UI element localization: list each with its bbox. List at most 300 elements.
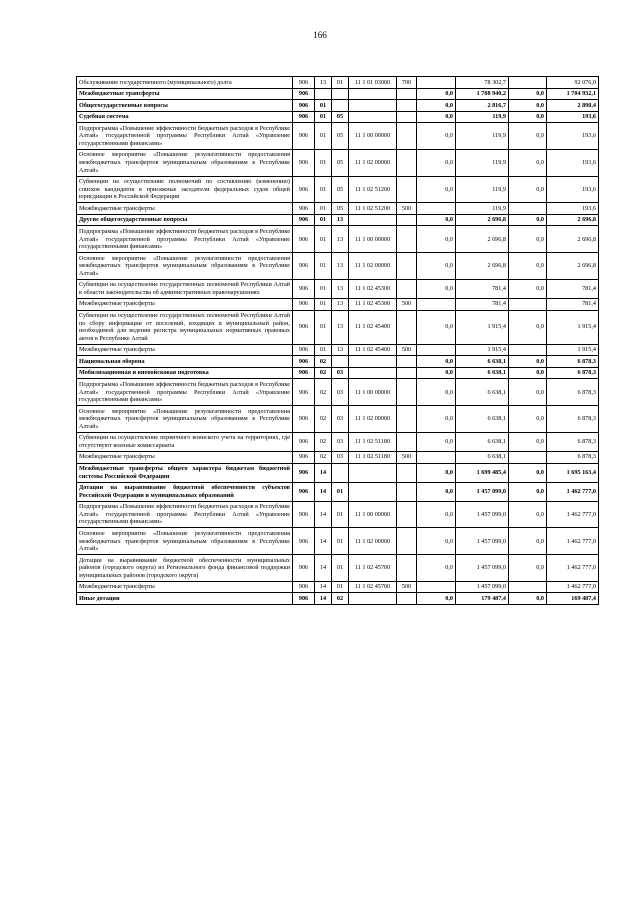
cell-value-3: 0,0 [509, 555, 547, 582]
cell-value-3 [509, 203, 547, 215]
cell-name: Мобилизационная и вневойсковая подготовка [77, 367, 293, 379]
cell-value-2: 781,4 [456, 298, 509, 310]
cell-csr: 11 1 02 00000 [349, 528, 397, 555]
cell-rz: 02 [315, 367, 332, 379]
cell-gr: 906 [293, 88, 315, 100]
cell-vr: 500 [397, 344, 417, 356]
table-row [77, 149, 599, 176]
cell-name: Судебная система [77, 111, 293, 123]
cell-name: Межбюджетные трансферты [77, 581, 293, 593]
cell-value-3: 0,0 [509, 482, 547, 501]
cell-value-2: 6 638,1 [456, 451, 509, 463]
table-row [77, 214, 599, 226]
cell-value-4: 6 878,3 [547, 356, 599, 368]
cell-name: Межбюджетные трансферты [77, 451, 293, 463]
cell-gr: 906 [293, 149, 315, 176]
cell-vr: 500 [397, 203, 417, 215]
cell-name: Основное мероприятие «Повышение результативности предоставления межбюджетных трансфертов муниципальным образованиям в Республике Алтай» [77, 528, 293, 555]
cell-csr: 11 1 02 51200 [349, 203, 397, 215]
cell-value-3: 0,0 [509, 367, 547, 379]
table-row [77, 310, 599, 344]
cell-rz: 01 [315, 123, 332, 150]
cell-value-1: 0,0 [417, 226, 456, 253]
table-row [77, 581, 599, 593]
cell-pr: 03 [332, 379, 349, 406]
cell-value-1: 0,0 [417, 482, 456, 501]
table-row [77, 123, 599, 150]
cell-rz: 14 [315, 528, 332, 555]
cell-gr: 906 [293, 406, 315, 433]
cell-value-1: 0,0 [417, 593, 456, 605]
cell-value-3: 0,0 [509, 379, 547, 406]
cell-gr: 906 [293, 432, 315, 451]
cell-pr: 13 [332, 298, 349, 310]
cell-value-1 [417, 451, 456, 463]
cell-value-2: 2 696,8 [456, 253, 509, 280]
table-row [77, 203, 599, 215]
cell-name: Другие общегосударственные вопросы [77, 214, 293, 226]
cell-value-4: 1 915,4 [547, 344, 599, 356]
cell-value-2: 2 816,7 [456, 100, 509, 112]
cell-name: Подпрограмма «Повышение эффективности бюджетных расходов в Республике Алтай» государственной программы Республики Алтай «Управление государственными финансами» [77, 226, 293, 253]
cell-gr: 906 [293, 463, 315, 482]
cell-value-4: 1 915,4 [547, 310, 599, 344]
cell-gr: 906 [293, 555, 315, 582]
cell-gr: 906 [293, 482, 315, 501]
cell-value-1: 0,0 [417, 111, 456, 123]
cell-value-2: 2 696,8 [456, 226, 509, 253]
cell-value-2: 1 457 099,0 [456, 528, 509, 555]
cell-value-1: 0,0 [417, 123, 456, 150]
cell-gr: 906 [293, 298, 315, 310]
cell-rz: 02 [315, 406, 332, 433]
table-row [77, 77, 599, 89]
cell-vr [397, 463, 417, 482]
cell-csr: 11 1 00 00000 [349, 379, 397, 406]
cell-gr: 906 [293, 310, 315, 344]
table-row [77, 111, 599, 123]
cell-gr: 906 [293, 279, 315, 298]
table-row [77, 253, 599, 280]
cell-name: Межбюджетные трансферты [77, 344, 293, 356]
cell-vr [397, 406, 417, 433]
cell-name: Субвенции на осуществление государственных полномочий Республики Алтай в области законодательства об административных правонарушениях [77, 279, 293, 298]
cell-pr: 13 [332, 344, 349, 356]
cell-rz: 01 [315, 298, 332, 310]
cell-csr: 11 1 01 03000 [349, 77, 397, 89]
cell-rz: 02 [315, 379, 332, 406]
cell-value-2: 1 457 099,0 [456, 501, 509, 528]
cell-csr [349, 88, 397, 100]
cell-csr: 11 1 00 00000 [349, 226, 397, 253]
cell-vr [397, 111, 417, 123]
cell-gr: 906 [293, 203, 315, 215]
cell-vr [397, 501, 417, 528]
cell-vr [397, 555, 417, 582]
cell-value-3: 0,0 [509, 88, 547, 100]
cell-value-4: 1 695 163,4 [547, 463, 599, 482]
cell-pr [332, 463, 349, 482]
cell-value-3: 0,0 [509, 176, 547, 203]
cell-pr: 01 [332, 581, 349, 593]
cell-value-1: 0,0 [417, 406, 456, 433]
cell-csr [349, 367, 397, 379]
cell-value-4: 6 878,3 [547, 451, 599, 463]
cell-csr: 11 1 02 51180 [349, 432, 397, 451]
table-row [77, 176, 599, 203]
cell-value-1: 0,0 [417, 88, 456, 100]
cell-name: Межбюджетные трансферты общего характера бюджетам бюджетной системы Российской Федерации [77, 463, 293, 482]
table-row [77, 279, 599, 298]
table-row [77, 555, 599, 582]
cell-value-3: 0,0 [509, 253, 547, 280]
cell-rz: 01 [315, 203, 332, 215]
table-row [77, 226, 599, 253]
cell-gr: 906 [293, 501, 315, 528]
cell-gr: 906 [293, 356, 315, 368]
cell-pr: 13 [332, 253, 349, 280]
cell-rz: 01 [315, 100, 332, 112]
cell-pr: 05 [332, 203, 349, 215]
cell-csr: 11 1 00 00000 [349, 123, 397, 150]
cell-pr: 03 [332, 367, 349, 379]
cell-name: Подпрограмма «Повышение эффективности бюджетных расходов в Республике Алтай» государственной программы Республики Алтай «Управление государственными финансами» [77, 501, 293, 528]
cell-csr: 11 1 02 00000 [349, 406, 397, 433]
cell-value-4: 1 462 777,0 [547, 581, 599, 593]
cell-pr: 13 [332, 279, 349, 298]
cell-vr [397, 253, 417, 280]
cell-csr [349, 593, 397, 605]
cell-value-1: 0,0 [417, 501, 456, 528]
cell-gr: 906 [293, 367, 315, 379]
cell-pr: 03 [332, 451, 349, 463]
table-row [77, 528, 599, 555]
cell-value-3 [509, 581, 547, 593]
cell-value-2: 78 302,7 [456, 77, 509, 89]
cell-csr [349, 111, 397, 123]
cell-pr: 03 [332, 432, 349, 451]
cell-value-3: 0,0 [509, 100, 547, 112]
cell-pr: 01 [332, 501, 349, 528]
cell-rz: 14 [315, 482, 332, 501]
cell-gr: 906 [293, 253, 315, 280]
cell-gr: 906 [293, 100, 315, 112]
cell-gr: 906 [293, 344, 315, 356]
cell-gr: 906 [293, 593, 315, 605]
cell-name: Подпрограмма «Повышение эффективности бюджетных расходов в Республике Алтай» государственной программы Республики Алтай «Управление государственными финансами» [77, 379, 293, 406]
cell-value-1: 0,0 [417, 528, 456, 555]
cell-name: Основное мероприятие «Повышение результативности предоставления межбюджетных трансфертов муниципальным образованиям в Республике Алтай» [77, 149, 293, 176]
cell-rz: 14 [315, 501, 332, 528]
cell-pr: 05 [332, 149, 349, 176]
cell-value-1: 0,0 [417, 310, 456, 344]
cell-name: Иные дотации [77, 593, 293, 605]
cell-gr: 906 [293, 581, 315, 593]
table-row [77, 344, 599, 356]
cell-gr: 906 [293, 77, 315, 89]
cell-vr [397, 593, 417, 605]
cell-value-3: 0,0 [509, 279, 547, 298]
cell-rz: 01 [315, 226, 332, 253]
cell-pr: 01 [332, 482, 349, 501]
cell-value-4: 6 878,3 [547, 406, 599, 433]
cell-value-4: 193,6 [547, 203, 599, 215]
cell-value-2: 119,9 [456, 111, 509, 123]
cell-csr [349, 214, 397, 226]
cell-value-3: 0,0 [509, 214, 547, 226]
cell-vr [397, 123, 417, 150]
cell-pr: 01 [332, 555, 349, 582]
cell-value-1: 0,0 [417, 214, 456, 226]
cell-value-1: 0,0 [417, 463, 456, 482]
cell-gr: 906 [293, 451, 315, 463]
cell-value-4: 6 878,3 [547, 379, 599, 406]
cell-value-1: 0,0 [417, 253, 456, 280]
cell-value-2: 1 708 940,2 [456, 88, 509, 100]
cell-rz: 01 [315, 111, 332, 123]
table-row [77, 367, 599, 379]
cell-vr: 700 [397, 77, 417, 89]
table-row [77, 88, 599, 100]
cell-pr: 13 [332, 214, 349, 226]
cell-value-3: 0,0 [509, 111, 547, 123]
cell-vr [397, 226, 417, 253]
cell-pr: 02 [332, 593, 349, 605]
cell-value-2: 781,4 [456, 279, 509, 298]
cell-value-3: 0,0 [509, 593, 547, 605]
cell-name: Обслуживание государственного (муниципального) долга [77, 77, 293, 89]
cell-value-3 [509, 344, 547, 356]
cell-pr: 05 [332, 123, 349, 150]
cell-vr [397, 356, 417, 368]
cell-value-4: 2 696,8 [547, 214, 599, 226]
cell-name: Межбюджетные трансферты [77, 203, 293, 215]
cell-pr: 05 [332, 111, 349, 123]
cell-value-1: 0,0 [417, 432, 456, 451]
cell-value-2: 6 638,1 [456, 406, 509, 433]
cell-csr: 11 1 02 00000 [349, 149, 397, 176]
cell-value-4: 169 487,4 [547, 593, 599, 605]
cell-value-3: 0,0 [509, 501, 547, 528]
cell-value-2: 1 915,4 [456, 310, 509, 344]
cell-rz: 01 [315, 176, 332, 203]
cell-vr [397, 367, 417, 379]
cell-csr: 11 1 02 00000 [349, 253, 397, 280]
cell-name: Субвенции на осуществление первичного воинского учета на территориях, где отсутствуют военные комиссариаты [77, 432, 293, 451]
cell-rz: 14 [315, 593, 332, 605]
cell-value-2: 1 915,4 [456, 344, 509, 356]
cell-pr: 01 [332, 528, 349, 555]
cell-value-1: 0,0 [417, 356, 456, 368]
table-row [77, 100, 599, 112]
cell-value-2: 1 457 099,0 [456, 555, 509, 582]
cell-rz: 02 [315, 451, 332, 463]
cell-vr [397, 432, 417, 451]
cell-value-1 [417, 298, 456, 310]
cell-csr [349, 100, 397, 112]
cell-value-3: 0,0 [509, 226, 547, 253]
cell-pr: 13 [332, 226, 349, 253]
cell-value-3: 0,0 [509, 149, 547, 176]
cell-value-3 [509, 451, 547, 463]
cell-vr: 500 [397, 451, 417, 463]
cell-value-4: 6 878,3 [547, 432, 599, 451]
cell-pr: 01 [332, 77, 349, 89]
cell-value-2: 1 699 485,4 [456, 463, 509, 482]
cell-value-4: 1 462 777,0 [547, 501, 599, 528]
cell-value-3: 0,0 [509, 406, 547, 433]
cell-value-2: 119,9 [456, 149, 509, 176]
cell-csr: 11 1 00 00000 [349, 501, 397, 528]
cell-rz: 01 [315, 149, 332, 176]
table-row [77, 379, 599, 406]
cell-value-1: 0,0 [417, 379, 456, 406]
cell-value-3: 0,0 [509, 463, 547, 482]
cell-value-4: 92 076,0 [547, 77, 599, 89]
cell-csr: 11 1 02 51180 [349, 451, 397, 463]
cell-gr: 906 [293, 528, 315, 555]
cell-rz: 01 [315, 253, 332, 280]
cell-rz: 13 [315, 77, 332, 89]
cell-value-1 [417, 581, 456, 593]
cell-value-3: 0,0 [509, 310, 547, 344]
cell-value-2: 2 696,8 [456, 214, 509, 226]
cell-name: Субвенции на осуществление государственных полномочий Республики Алтай по сбору информации от поселений, входящих в муниципальный район, необходимой для ведения регистра муниципальных нормативных правовых актов в Республике Алтай [77, 310, 293, 344]
cell-rz: 14 [315, 581, 332, 593]
cell-rz: 02 [315, 432, 332, 451]
cell-csr: 11 1 02 45300 [349, 279, 397, 298]
budget-table-body [77, 77, 599, 605]
cell-value-3: 0,0 [509, 356, 547, 368]
cell-vr [397, 149, 417, 176]
cell-gr: 906 [293, 111, 315, 123]
cell-name: Дотации на выравнивание бюджетной обеспеченности субъектов Российской Федерации и муниципальных образований [77, 482, 293, 501]
cell-value-4: 6 878,3 [547, 367, 599, 379]
cell-name: Межбюджетные трансферты [77, 88, 293, 100]
cell-pr [332, 100, 349, 112]
cell-gr: 906 [293, 226, 315, 253]
cell-value-4: 1 704 932,1 [547, 88, 599, 100]
cell-vr: 500 [397, 298, 417, 310]
table-row [77, 432, 599, 451]
cell-vr [397, 528, 417, 555]
cell-rz: 01 [315, 279, 332, 298]
cell-value-4: 193,6 [547, 123, 599, 150]
cell-name: Основное мероприятие «Повышение результативности предоставления межбюджетных трансфертов муниципальным образованиям в Республике Алтай» [77, 253, 293, 280]
table-row [77, 451, 599, 463]
budget-table [76, 76, 599, 605]
cell-name: Национальная оборона [77, 356, 293, 368]
table-row [77, 593, 599, 605]
table-row [77, 356, 599, 368]
cell-value-4: 1 462 777,0 [547, 528, 599, 555]
cell-vr [397, 100, 417, 112]
cell-value-1: 0,0 [417, 100, 456, 112]
cell-value-3: 0,0 [509, 432, 547, 451]
cell-value-1: 0,0 [417, 555, 456, 582]
page-number: 166 [313, 30, 327, 40]
cell-value-4: 2 890,4 [547, 100, 599, 112]
cell-value-1: 0,0 [417, 176, 456, 203]
cell-gr: 906 [293, 123, 315, 150]
cell-name: Субвенции на осуществление полномочий по составлению (изменению) списков кандидатов в присяжные заседатели федеральных судов общей юрисдикции в Российской Федерации [77, 176, 293, 203]
cell-pr [332, 356, 349, 368]
cell-value-2: 179 487,4 [456, 593, 509, 605]
cell-csr [349, 463, 397, 482]
cell-value-4: 193,6 [547, 149, 599, 176]
cell-value-2: 6 638,1 [456, 356, 509, 368]
cell-value-2: 119,9 [456, 176, 509, 203]
cell-name: Межбюджетные трансферты [77, 298, 293, 310]
cell-csr: 11 1 02 45400 [349, 344, 397, 356]
cell-csr: 11 1 02 51200 [349, 176, 397, 203]
cell-value-4: 2 696,8 [547, 253, 599, 280]
cell-value-4: 781,4 [547, 279, 599, 298]
cell-value-1: 0,0 [417, 367, 456, 379]
cell-csr: 11 1 02 45700 [349, 555, 397, 582]
table-row [77, 406, 599, 433]
cell-vr [397, 214, 417, 226]
cell-vr [397, 88, 417, 100]
cell-value-4: 781,4 [547, 298, 599, 310]
cell-pr: 05 [332, 176, 349, 203]
cell-name: Общегосударственные вопросы [77, 100, 293, 112]
cell-pr: 13 [332, 310, 349, 344]
cell-vr [397, 482, 417, 501]
cell-value-3: 0,0 [509, 123, 547, 150]
cell-csr [349, 356, 397, 368]
table-row [77, 482, 599, 501]
cell-csr: 11 1 02 45300 [349, 298, 397, 310]
cell-vr [397, 310, 417, 344]
cell-rz: 02 [315, 356, 332, 368]
cell-value-1 [417, 203, 456, 215]
cell-rz: 14 [315, 463, 332, 482]
cell-rz: 01 [315, 214, 332, 226]
cell-value-3: 0,0 [509, 528, 547, 555]
cell-gr: 906 [293, 214, 315, 226]
cell-pr: 03 [332, 406, 349, 433]
cell-vr: 500 [397, 581, 417, 593]
cell-vr [397, 279, 417, 298]
cell-value-1: 0,0 [417, 149, 456, 176]
cell-value-2: 1 457 099,0 [456, 581, 509, 593]
cell-value-3 [509, 298, 547, 310]
cell-rz [315, 88, 332, 100]
cell-gr: 906 [293, 176, 315, 203]
cell-value-2: 1 457 099,0 [456, 482, 509, 501]
cell-name: Дотации на выравнивание бюджетной обеспеченности муниципальных районов (городского округа) из Регионального фонда финансовой поддержки муниципальных районов (городского округа) [77, 555, 293, 582]
cell-pr [332, 88, 349, 100]
cell-csr: 11 1 02 45400 [349, 310, 397, 344]
cell-value-1 [417, 77, 456, 89]
cell-value-2: 119,9 [456, 203, 509, 215]
cell-csr [349, 482, 397, 501]
table-row [77, 463, 599, 482]
cell-value-4: 193,6 [547, 111, 599, 123]
cell-value-1: 0,0 [417, 279, 456, 298]
cell-gr: 906 [293, 379, 315, 406]
table-row [77, 298, 599, 310]
cell-name: Подпрограмма «Повышение эффективности бюджетных расходов в Республике Алтай» государственной программы Республики Алтай «Управление государственными финансами» [77, 123, 293, 150]
cell-value-4: 1 462 777,0 [547, 555, 599, 582]
cell-vr [397, 176, 417, 203]
cell-value-3 [509, 77, 547, 89]
cell-value-4: 193,6 [547, 176, 599, 203]
cell-rz: 14 [315, 555, 332, 582]
cell-value-2: 6 638,1 [456, 432, 509, 451]
cell-rz: 01 [315, 310, 332, 344]
